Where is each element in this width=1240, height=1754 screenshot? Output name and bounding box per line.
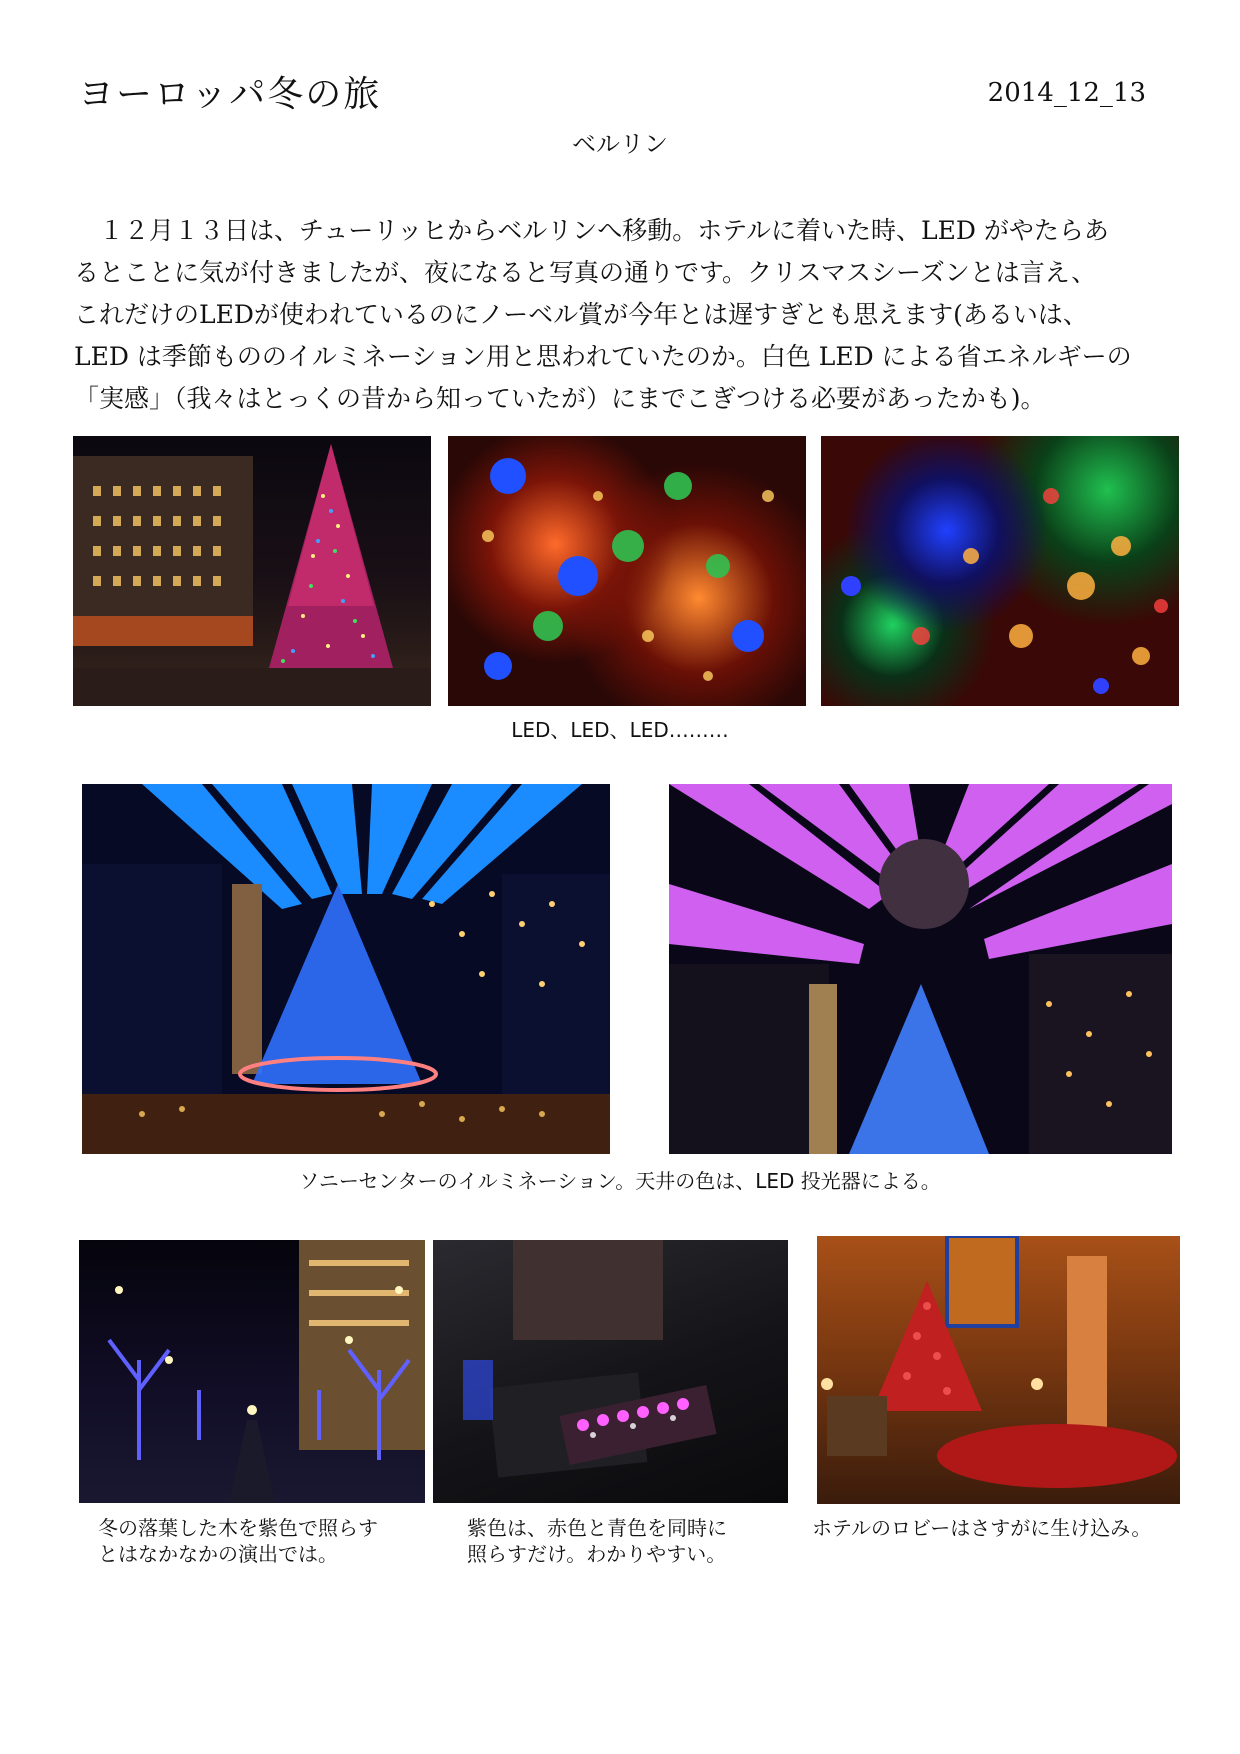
body-line: １２月１３日は、チューリッヒからベルリンへ移動。ホテルに着いた時、LED がやたらあ [74,216,1109,245]
photo-sony-center-blue [82,784,610,1154]
photo-hotel-lobby [817,1236,1180,1504]
caption-line: 冬の落葉した木を紫色で照らす [98,1516,378,1540]
caption-line: とはなかなかの演出では。 [98,1542,338,1566]
photo-purple-lit-street [79,1240,425,1503]
photo-christmas-tree-street [73,436,431,706]
caption-led: LED、LED、LED……… [511,718,729,742]
page-title: ヨーロッパ冬の旅 [78,74,382,115]
body-line: るとことに気が付きましたが、夜になると写真の通りです。クリスマスシーズンとは言え、 [74,258,1097,287]
body-line: これだけのLEDが使われているのにノーベル賞が今年とは遅すぎとも思えます(あるいは、 [74,300,1088,329]
caption-purple-explained [467,1515,727,1567]
caption-hotel-lobby: ホテルのロビーはさすがに生け込み。 [812,1516,1152,1540]
page-date: 2014_12_13 [987,78,1146,108]
page-subtitle: ベルリン [572,130,668,158]
caption-purple-trees [98,1515,378,1567]
body-line: 「実感」（我々はとっくの昔から知っていたが）にまでこぎつける必要があったかも)。 [74,384,1046,413]
caption-sony-center: ソニーセンターのイルミネーション。天井の色は、LED 投光器による。 [299,1169,941,1193]
photo-tree-lights-closeup [448,436,806,706]
photo-tree-ornaments-closeup [821,436,1179,706]
photo-sony-center-purple [669,784,1172,1154]
body-line: LED は季節もののイルミネーション用と思われていたのか。白色 LED による省エネルギーの [74,342,1132,371]
caption-line: 紫色は、赤色と青色を同時に [467,1516,727,1540]
photo-led-projector [433,1240,788,1503]
caption-line: 照らすだけ。わかりやすい。 [467,1542,727,1566]
body-paragraph [74,210,1174,420]
